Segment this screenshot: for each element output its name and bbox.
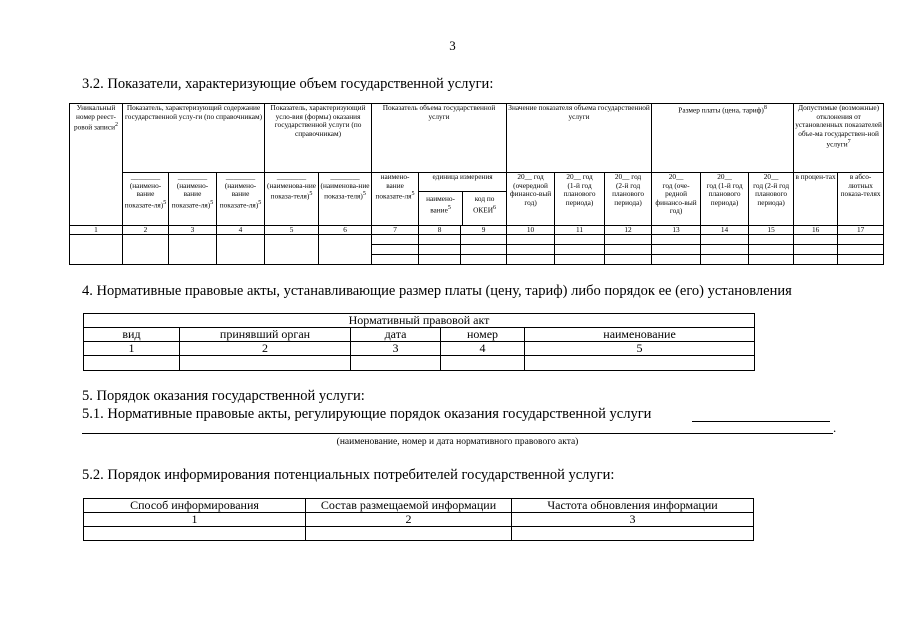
- value-year-3: 20__ год (2-й год планового периода): [605, 173, 652, 226]
- col-num: 1: [84, 342, 180, 356]
- col-num: 3: [512, 513, 754, 527]
- condition-indicator-header: Показатель, характеризующий усло-вия (формы) оказания государственной услуги (по справочникам): [265, 104, 372, 173]
- col-num: 13: [652, 226, 701, 235]
- col-num: 1: [84, 513, 306, 527]
- payment-year-1: 20__ год (оче-редной финансо-вый год): [652, 173, 701, 226]
- payment-header: Размер платы (цена, тариф)$^8$: [652, 104, 794, 173]
- content-indicator-3: ________ (наимено-вание показате-ля)$^5$: [217, 173, 265, 226]
- col-num: 12: [605, 226, 652, 235]
- col-num: 4: [217, 226, 265, 235]
- content-indicator-1: ________ (наимено-вание показате-ля)$^5$: [123, 173, 169, 226]
- section-4-title: 4. Нормативные правовые акты, устанавливающие размер платы (цену, тариф) либо порядок ее (его) установления: [82, 283, 792, 299]
- section-5-1-text: 5.1. Нормативные правовые акты, регулирующие порядок оказания государственной услуги: [82, 406, 652, 422]
- line-caption: (наименование, номер и дата нормативного правового акта): [336, 437, 579, 447]
- col-method: Способ информирования: [84, 499, 306, 513]
- col-num: 4: [441, 342, 525, 356]
- col-num: 5: [525, 342, 755, 356]
- col-num: 14: [701, 226, 749, 235]
- col-num: 9: [461, 226, 507, 235]
- header-row-2: [70, 173, 884, 226]
- col-num: 6: [319, 226, 372, 235]
- col-num: 17: [838, 226, 884, 235]
- col-num: 3: [169, 226, 217, 235]
- informing-table: [83, 498, 754, 541]
- condition-indicator-2: ________ (наименова-ние показа-теля)$^5$: [319, 173, 372, 226]
- unit-okei-code: код по ОКЕИ$^6$: [473, 194, 497, 215]
- line-end: .: [833, 420, 837, 435]
- col-date: дата: [351, 328, 441, 342]
- col-num: 16: [794, 226, 838, 235]
- volume-value-header: Значение показателя объема государственной услуги: [507, 104, 652, 173]
- col-type: вид: [84, 328, 180, 342]
- col-num: 2: [180, 342, 351, 356]
- payment-year-3: 20__ год (2-й год планового периода): [749, 173, 794, 226]
- col-num: 11: [555, 226, 605, 235]
- deviation-absolute: в абсо-лютных показа-телях: [838, 173, 884, 226]
- legal-acts-table: [83, 313, 755, 371]
- col-content: Состав размещаемой информации: [306, 499, 512, 513]
- col-num: 15: [749, 226, 794, 235]
- content-indicator-header: Показатель, характеризующий содержание государственной услу-ги (по справочникам): [123, 104, 265, 173]
- value-year-1: 20__ год (очередной финансо-вый год): [507, 173, 555, 226]
- deviation-header: Допустимые (возможные) отклонения от установленных показателей объе-ма государствен-ной услуги$^7$: [794, 104, 884, 173]
- section-5-title: 5. Порядок оказания государственной услуги:: [82, 388, 365, 404]
- empty-row: [70, 235, 884, 245]
- page-number: 3: [449, 38, 456, 53]
- unique-number-header: Уникальный номер реест-ровой записи$^2$: [70, 104, 123, 226]
- fill-line: [692, 421, 830, 422]
- col-num: 1: [70, 226, 123, 235]
- col-frequency: Частота обновления информации: [512, 499, 754, 513]
- volume-indicator-name: наимено-вание показате-$ля^5$: [372, 173, 419, 226]
- header-row-1: [70, 104, 884, 173]
- content-indicator-2: ________ (наимено-вание показате-ля)$^5$: [169, 173, 217, 226]
- unit-of-measure: единица измерения наимено-вание$^5$ код по ОКЕИ$^6$: [419, 173, 507, 226]
- col-num: 7: [372, 226, 419, 235]
- payment-year-2: 20__ год (1-й год планового периода): [701, 173, 749, 226]
- legal-act-header: Нормативный правовой акт: [84, 314, 755, 328]
- col-name: наименование: [525, 328, 755, 342]
- col-num: 2: [123, 226, 169, 235]
- volume-indicators-table: [69, 103, 884, 265]
- col-authority: принявший орган: [180, 328, 351, 342]
- col-num: 2: [306, 513, 512, 527]
- fill-line: [82, 433, 833, 434]
- condition-indicator-1: ________ (наименова-ние показа-теля)$^5$: [265, 173, 319, 226]
- volume-indicator-header: Показатель объема государственной услуги: [372, 104, 507, 173]
- value-year-2: 20__ год (1-й год планового периода): [555, 173, 605, 226]
- deviation-percent: в процен-тах: [794, 173, 838, 226]
- section-5-2-text: 5.2. Порядок информирования потенциальных потребителей государственной услуги:: [82, 467, 615, 483]
- section-3-2-title: 3.2. Показатели, характеризующие объем государственной услуги:: [82, 76, 494, 92]
- column-numbers-row: [70, 226, 884, 235]
- col-num: 8: [419, 226, 461, 235]
- unit-name: наимено-вание$^5$: [419, 192, 463, 225]
- col-num: 10: [507, 226, 555, 235]
- col-number: номер: [441, 328, 525, 342]
- col-num: 5: [265, 226, 319, 235]
- col-num: 3: [351, 342, 441, 356]
